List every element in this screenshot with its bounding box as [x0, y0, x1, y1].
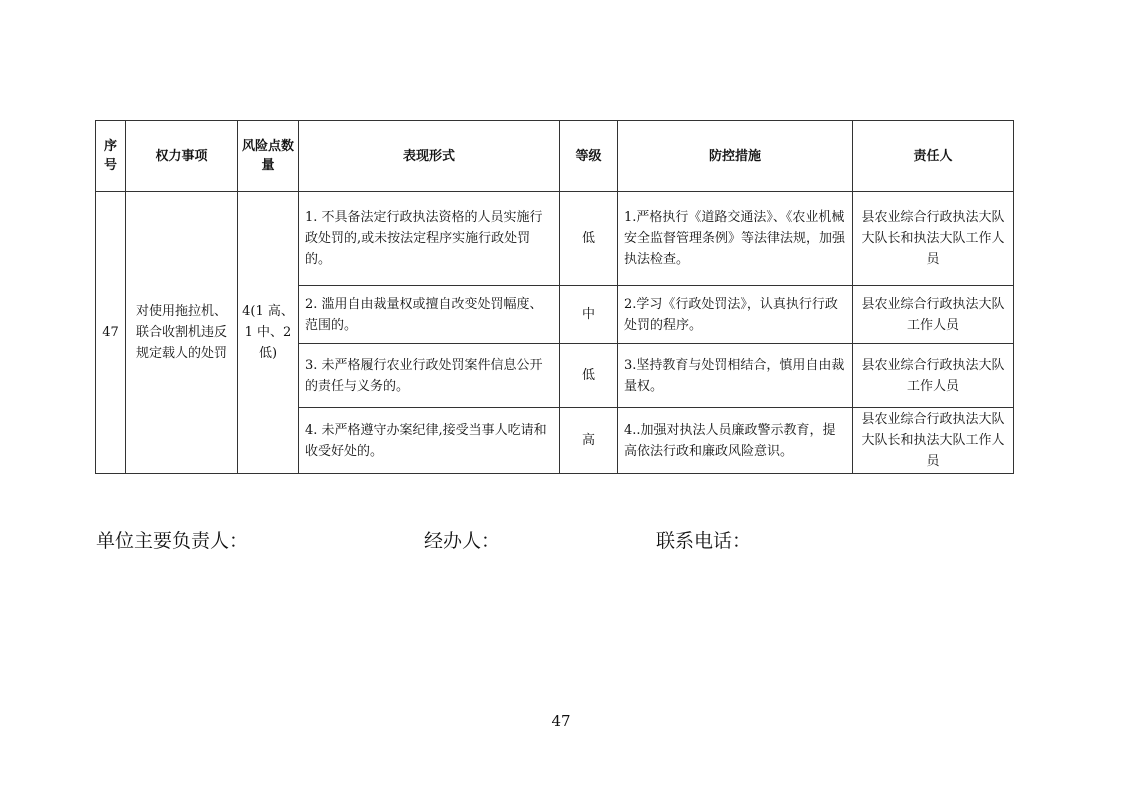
phone-label: 联系电话： [656, 530, 752, 552]
responsible-cell: 县农业综合行政执法大队工作人员 [853, 286, 1014, 344]
header-measures: 防控措施 [618, 121, 853, 192]
manifestation-cell: 3. 未严格履行农业行政处罚案件信息公开的责任与义务的。 [299, 344, 560, 408]
unit-head-label: 单位主要负责人： [96, 530, 249, 552]
level-cell: 低 [560, 192, 618, 286]
table-row [96, 192, 1014, 286]
risk-table [95, 120, 1014, 474]
header-manifestation: 表现形式 [299, 121, 560, 192]
responsible-cell: 县农业综合行政执法大队工作人员 [853, 344, 1014, 408]
level-cell: 高 [560, 408, 618, 474]
header-risk-count: 风险点数量 [238, 121, 299, 192]
risk-count-cell: 4(1 高、1 中、2 低) [238, 192, 299, 474]
table-header-row [96, 121, 1014, 192]
header-level: 等级 [560, 121, 618, 192]
header-power-item: 权力事项 [126, 121, 238, 192]
measures-cell: 1.严格执行《道路交通法》、《农业机械安全监督管理条例》等法律法规，加强执法检查。 [618, 192, 853, 286]
responsible-cell: 县农业综合行政执法大队大队长和执法大队工作人员 [853, 192, 1014, 286]
header-seq: 序号 [96, 121, 126, 192]
manifestation-cell: 4. 未严格遵守办案纪律,接受当事人吃请和收受好处的。 [299, 408, 560, 474]
header-responsible: 责任人 [853, 121, 1014, 192]
page-number: 47 [551, 712, 571, 730]
manifestation-cell: 1. 不具备法定行政执法资格的人员实施行政处罚的,或未按法定程序实施行政处罚的。 [299, 192, 560, 286]
power-item-cell: 对使用拖拉机、联合收割机违反规定载人的处罚 [126, 192, 238, 474]
responsible-cell: 县农业综合行政执法大队大队长和执法大队工作人员 [853, 408, 1014, 474]
seq-cell: 47 [96, 192, 126, 474]
measures-cell: 3.坚持教育与处罚相结合，慎用自由裁量权。 [618, 344, 853, 408]
manifestation-cell: 2. 滥用自由裁量权或擅自改变处罚幅度、范围的。 [299, 286, 560, 344]
handler-label: 经办人： [424, 530, 501, 552]
measures-cell: 2.学习《行政处罚法》，认真执行行政处罚的程序。 [618, 286, 853, 344]
level-cell: 低 [560, 344, 618, 408]
level-cell: 中 [560, 286, 618, 344]
measures-cell: 4..加强对执法人员廉政警示教育，提高依法行政和廉政风险意识。 [618, 408, 853, 474]
